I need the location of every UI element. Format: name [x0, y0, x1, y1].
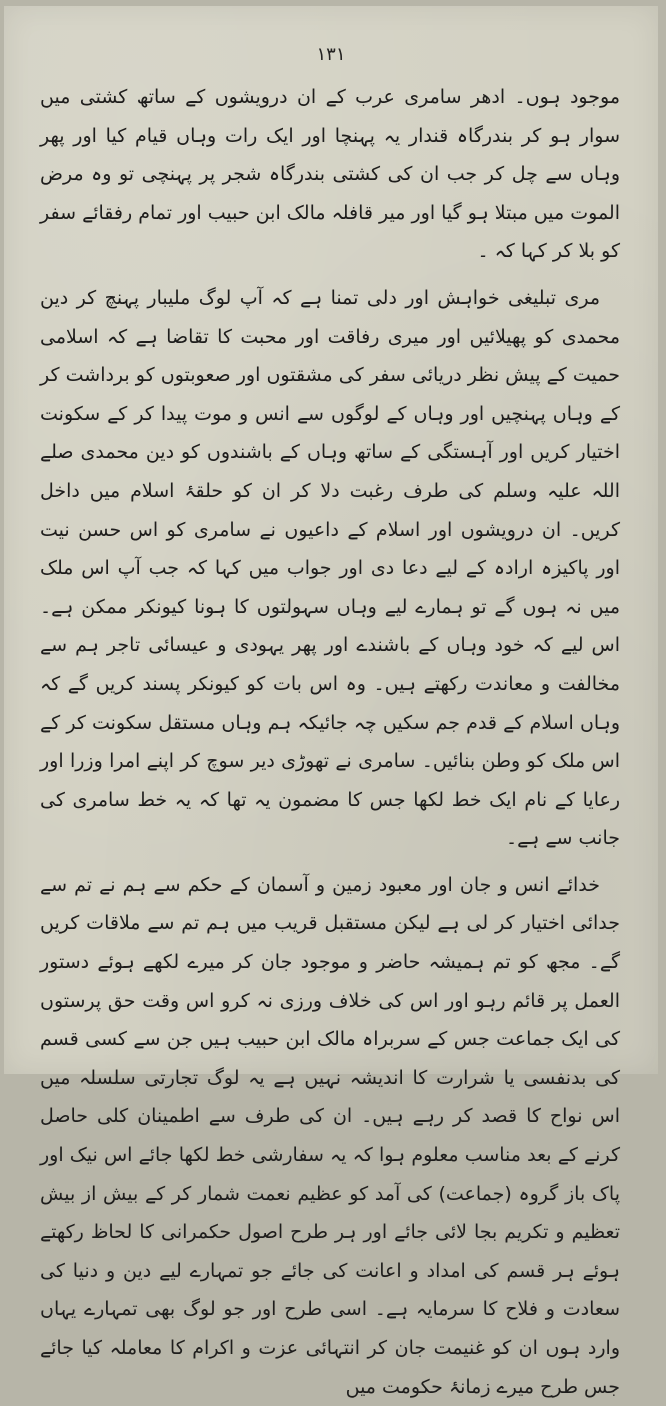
paragraph-1: موجود ہوں۔ ادھر سامری عرب کے ان درویشوں کے ساتھ کشتی میں سوار ہو کر بندرگاہ قندار یہ پہنچا اور ایک رات وہاں قیام کیا اور پھر وہاں سے چل کر جب ان کی کشتی بندرگاہ شجر پر پہنچی تو وہ مرض الموت میں مبتلا ہو گیا اور میر قافلہ مالک ابن حبیب اور تمام رفقائے سفر کو بلا کر کہا کہ ۔ [40, 86, 620, 263]
page-number: ۱۳۱ [316, 44, 346, 65]
paragraph-2: مری تبلیغی خواہش اور دلی تمنا ہے کہ آپ لوگ ملیبار پہنچ کر دین محمدی کو پھیلائیں اور میری رفاقت اور محبت کا تقاضا ہے کہ اسلامی حمیت کے پیش نظر دریائی سفر کی مشقتوں اور صعوبتوں کو برداشت کر کے وہاں پہنچیں اور وہاں کے لوگوں سے انس و موت پیدا کر کے سکونت اختیار کریں اور آہستگی کے ساتھ وہاں کے باشندوں کو دین محمدی صلے اللہ علیہ وسلم کی طرف رغبت دلا کر ان کو حلقۂ اسلام میں داخل کریں۔ ان درویشوں اور اسلام کے داعیوں نے سامری کو اس حسن نیت اور پاکیزہ ارادہ کے لیے دعا دی اور جواب میں کہا کہ جب آپ اس ملک میں نہ ہوں گے تو ہمارے لیے وہاں سہولتوں کا ہونا کیونکر ممکن ہے۔ اس لیے کہ خود وہاں کے باشندے اور پھر یہودی و عیسائی تاجر ہم سے مخالفت و معاندت رکھتے ہیں۔ وہ اس بات کو کیونکر پسند کریں گے کہ وہاں اسلام کے قدم جم سکیں چہ جائیکہ ہم وہاں مستقل سکونت کر کے اس ملک کو وطن بنائیں۔ سامری نے تھوڑی دیر سوچ کر اپنے امرا وزرا اور رعایا کے نام ایک خط لکھا جس کا مضمون یہ تھا کہ یہ خط سامری کی جانب سے ہے۔ [40, 286, 620, 850]
body-text [40, 78, 620, 1406]
paragraph-3: خدائے انس و جان اور معبود زمین و آسمان کے حکم سے ہم نے تم سے جدائی اختیار کر لی ہے لیکن مستقبل قریب میں ہم تم سے ملاقات کریں گے۔ مجھ کو تم ہمیشہ حاضر و موجود جان کر میرے لکھے ہوئے دستور العمل پر قائم رہو اور اس کی خلاف ورزی نہ کرو اس وقت حق پرستوں کی ایک جماعت جس کے سربراہ مالک ابن حبیب ہیں جن سے کسی قسم کی بدنفسی یا شرارت کا اندیشہ نہیں ہے یہ لوگ تجارتی سلسلہ میں اس نواح کا قصد کر رہے ہیں۔ ان کی طرف سے اطمینان کلی حاصل کرنے کے بعد مناسب معلوم ہوا کہ یہ سفارشی خط لکھا جائے اس نیک اور پاک باز گروہ (جماعت) کی آمد کو عظیم نعمت شمار کر کے بیش از بیش تعظیم و تکریم بجا لائی جائے اور ہر طرح اصول حکمرانی کا لحاظ رکھتے ہوئے ہر قسم کی امداد و اعانت کی جائے جو تمہارے لیے دین و دنیا کی سعادت و فلاح کا سرمایہ ہے۔ اسی طرح اور جو لوگ بھی تمہارے یہاں وارد ہوں ان کو غنیمت جان کر انتہائی عزت و اکرام کا معاملہ کیا جائے جس طرح میرے زمانۂ حکومت میں [40, 873, 620, 1398]
book-page [4, 6, 658, 1398]
